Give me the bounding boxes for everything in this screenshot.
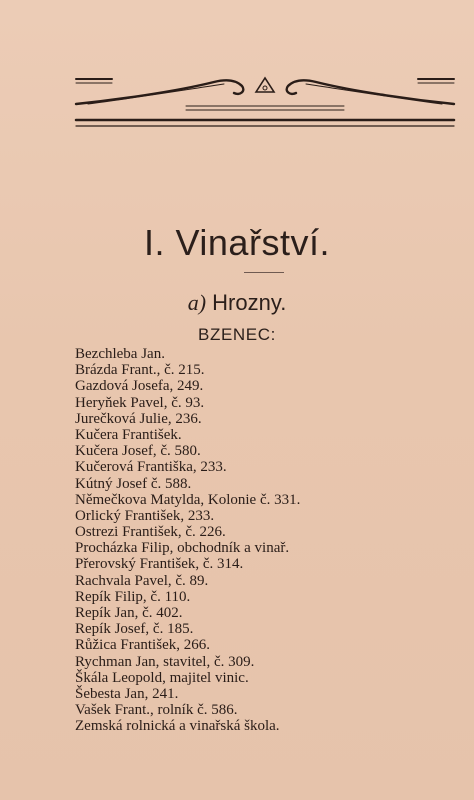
list-item: Kučerová Františka, 233. (75, 459, 227, 476)
subtitle-letter: a) (187, 290, 207, 315)
list-item: Ostrezi František, č. 226. (75, 524, 226, 541)
list-item: Procházka Filip, obchodník a vinař. (75, 540, 290, 557)
decorative-scroll-header-icon (74, 70, 456, 132)
list-item: Vašek Frant., rolník č. 586. (75, 702, 238, 719)
list-item: Kútný Josef č. 588. (75, 475, 192, 492)
title-divider (244, 272, 284, 273)
list-item: Škála Leopold, majitel vinic. (75, 669, 249, 686)
list-item: Přerovský František, č. 314. (75, 556, 244, 573)
list-item: Němečkova Matylda, Kolonie č. 331. (75, 491, 301, 508)
list-item: Růžica František, 266. (75, 637, 210, 654)
list-item: Rychman Jan, stavitel, č. 309. (75, 653, 255, 670)
section-heading: BZENEC: (198, 325, 276, 344)
list-item: Repík Josef, č. 185. (75, 621, 194, 638)
list-item: Rachvala Pavel, č. 89. (75, 572, 209, 589)
list-item: Gazdová Josefa, 249. (75, 378, 204, 395)
list-item: Orlický František, 233. (75, 507, 215, 524)
list-item: Kučera František. (75, 426, 182, 443)
list-item: Zemská rolnická a vinařská škola. (75, 718, 280, 735)
list-item: Šebesta Jan, 241. (75, 685, 179, 702)
list-item: Repík Jan, č. 402. (75, 605, 183, 621)
list-item: Jurečková Julie, 236. (75, 410, 202, 427)
list-item: Bezchleba Jan. (75, 346, 165, 362)
list-item: Kučera Josef, č. 580. (75, 443, 201, 460)
list-item: Repík Filip, č. 110. (75, 588, 191, 605)
list-item: Brázda Frant., č. 215. (75, 362, 205, 379)
page-title: I. Vinařství. (144, 222, 330, 263)
entries-list (75, 346, 465, 735)
subtitle (0, 290, 474, 316)
subtitle-text: Hrozny. (212, 290, 287, 315)
list-item: Heryňek Pavel, č. 93. (75, 394, 205, 411)
